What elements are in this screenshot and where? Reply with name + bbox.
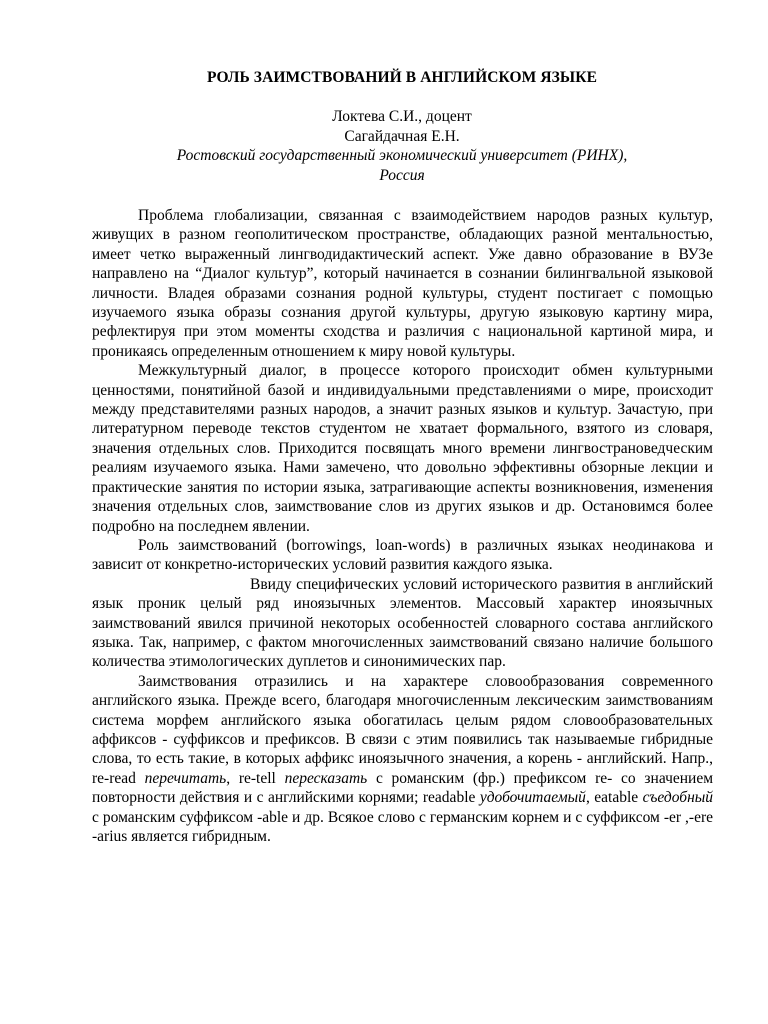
paragraph-5	[92, 672, 713, 847]
p5-text-c: , re-tell	[226, 769, 276, 787]
p5-translation-eatable: съедобный	[642, 789, 714, 807]
p5-text-g: , eatable	[585, 789, 639, 807]
article-title: РОЛЬ ЗАИМСТВОВАНИЙ В АНГЛИЙСКОМ ЯЗЫКЕ	[206, 69, 598, 86]
p5-translation-readable: удобочитаемый	[479, 789, 586, 807]
affiliation: Ростовский государственный экономический университет (РИНХ),	[176, 147, 628, 164]
paragraph-2: Межкультурный диалог, в процессе которого происходит обмен культурными ценностями, понятийной базой и индивидуальными представлениями о мире, происходит между представителями разных народов, а значит разных языков и культур. Зачастую, при литературном переводе текстов студентом не хватает формального, взятого из словаря, значения отдельных слов. Приходится посвящать много времени лингвострановедческим реалиям изучаемого языка. Нами замечено, что довольно эффективны обзорные лекции и практические занятия по истории языка, затрагивающие аспекты возникновения, изменения значения отдельных слов, заимствование слов из других языков и др. Остановимся более подробно на последнем явлении.	[92, 362, 713, 535]
author-line-1: Локтева С.И., доцент	[332, 108, 472, 125]
paragraph-3: Роль заимствований (borrowings, loan-words) в различных языках неодинакова и зависит от конкретно-исторических условий развития каждого языка.	[92, 536, 713, 574]
country: Россия	[379, 166, 425, 184]
p5-text-a: Заимствования отразились и на характере словообразования современного английского языка. Прежде всего, благодаря многочисленным лексическим заимствованиям система морфем английского языка обогатилась целым рядом словообразовательных аффиксов - суффиксов и префиксов. В связи с этим появились так называемые гибридные слова, то есть такие, в которых аффикс иноязычного значения, а корень - английский. Напр., re-read	[92, 672, 713, 787]
p5-translation-reread: перечитать	[144, 769, 227, 787]
paragraph-1: Проблема глобализации, связанная с взаимодействием народов разных культур, живущих в разном геополитическом пространстве, обладающих разной ментальностью, имеет четко выраженный лингводидактический аспект. Уже давно образование в ВУЗе направлено на “Диалог культур”, который начинается в сознании билингвальной языковой личности. Владея образами сознания родной культуры, студент постигает с помощью изучаемого языка образы сознания другой культуры, другую языковую картину мира, рефлектируя при этом моменты сходства и различия с национальной картиной мира, и проникаясь определенным отношением к миру новой культуры.	[92, 207, 713, 360]
author-line-2: Сагайдачная Е.Н.	[344, 127, 460, 145]
p5-text-i: с романским суффиксом -able и др. Всякое слово с германским корнем и с суффиксом -er ,-ere -arius является гибридным.	[92, 808, 713, 845]
author-block	[92, 107, 712, 185]
paragraph-4: Ввиду специфических условий исторического развития в английский язык проник целый ряд иноязычных элементов. Массовый характер иноязычных заимствований явился причиной некоторых особенностей словарного состава английского языка. Так, например, с фактом многочисленных заимствований связано наличие большого количества этимологических дуплетов и синонимических пар.	[92, 575, 713, 671]
p5-text-e: с романским (фр.) префиксом re- со значением повторности действия и с английскими корнями; readable	[92, 769, 714, 807]
article-body	[92, 206, 713, 846]
p5-translation-retell: пересказать	[284, 769, 368, 787]
